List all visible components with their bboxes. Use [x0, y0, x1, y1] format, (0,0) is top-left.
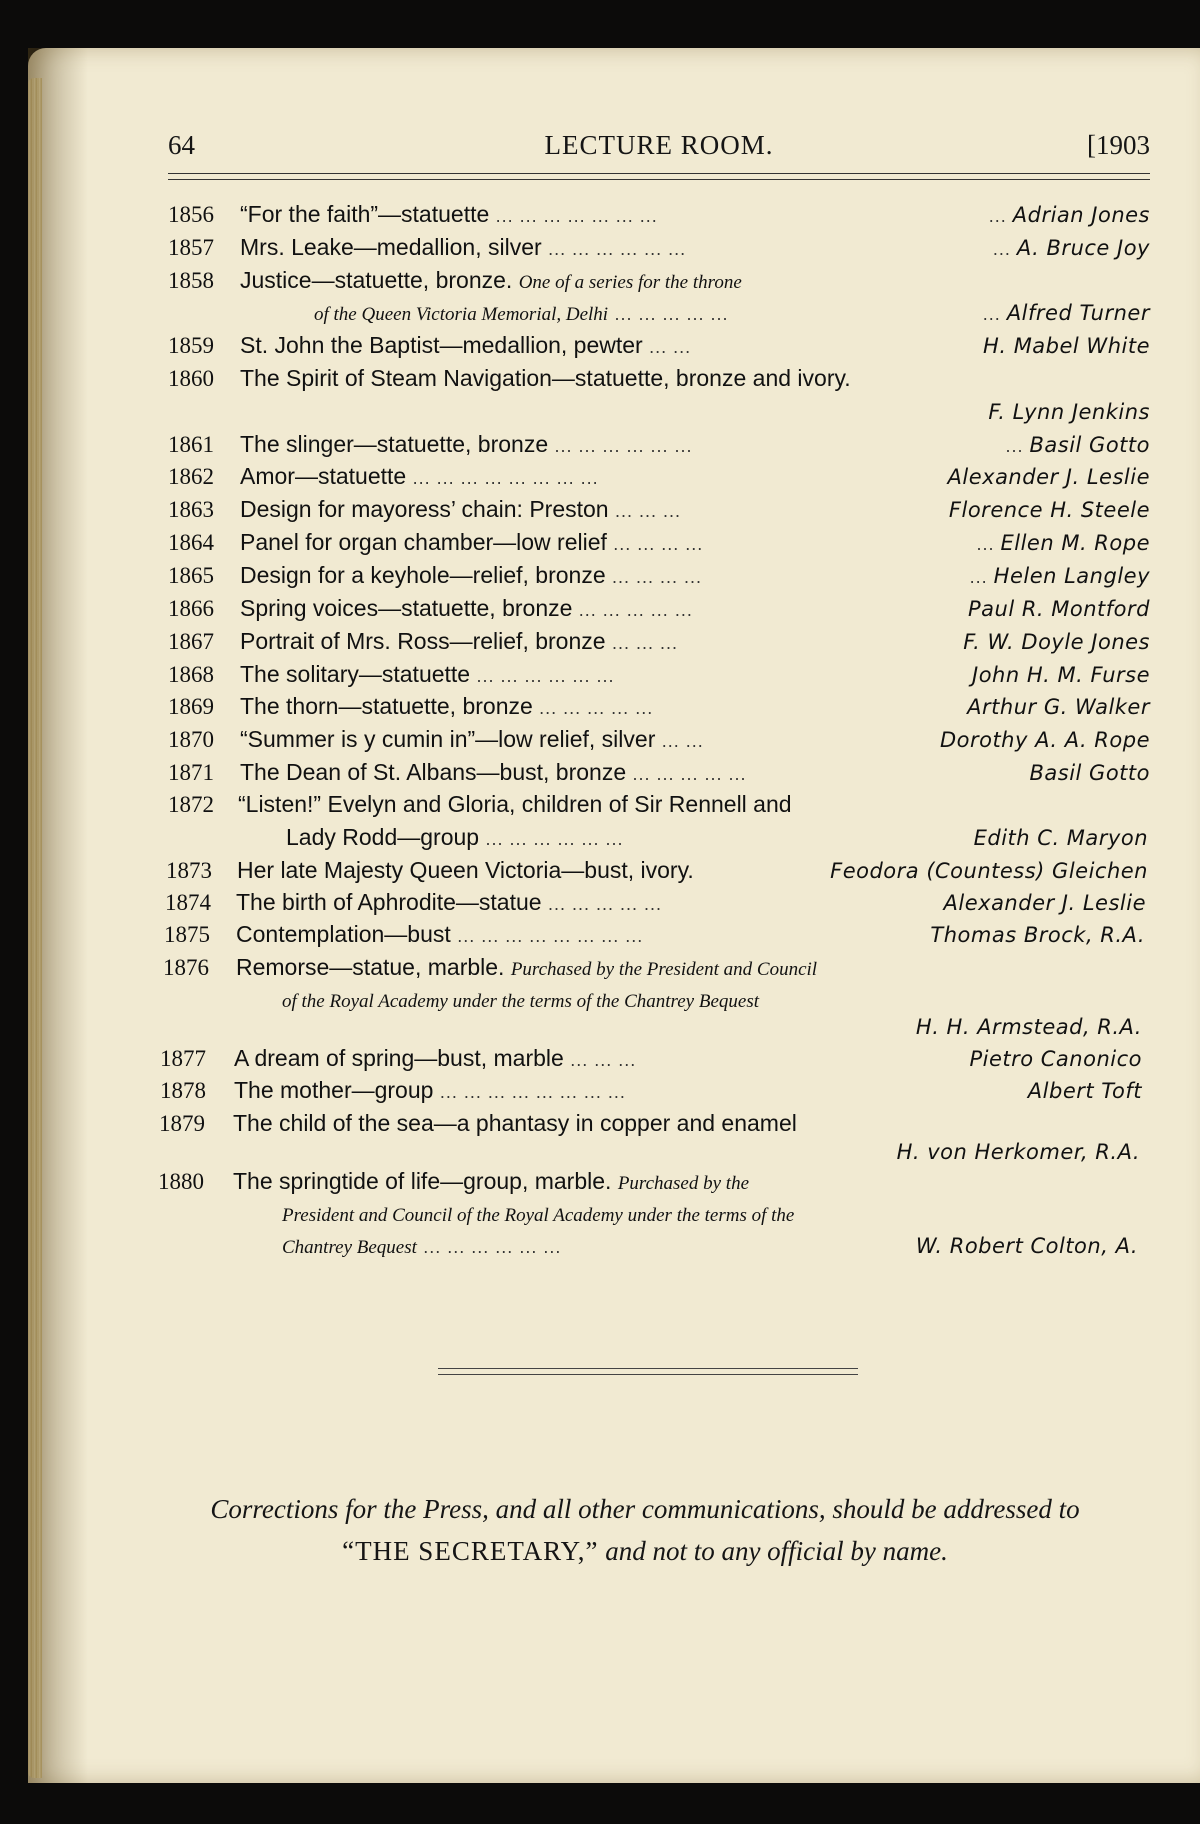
- entry-number: 1858: [168, 268, 214, 293]
- entry-artist: H. Mabel White: [983, 334, 1150, 358]
- entry-number: 1874: [165, 890, 211, 915]
- entry-title: “Listen!” Evelyn and Gloria, children of Sir Rennell and: [238, 791, 792, 817]
- entry-title: The thorn—statuette, bronze ... ... ... ... ...: [240, 693, 654, 719]
- entry-title: The springtide of life—group, marble. Purchased by the: [233, 1168, 750, 1194]
- entry-title-continued: Lady Rodd—group ... ... ... ... ... ...: [286, 824, 624, 850]
- entry-artist: ... Basil Gotto: [1005, 433, 1150, 457]
- entry-title: A dream of spring—bust, marble ... ... ...: [234, 1045, 637, 1071]
- entry-title: St. John the Baptist—medallion, pewter ... ...: [240, 332, 692, 358]
- entry-artist: Alexander J. Leslie: [943, 891, 1146, 915]
- entry-number: 1856: [168, 202, 214, 227]
- entry-artist: Feodora (Countess) Gleichen: [830, 859, 1148, 883]
- entry-number: 1863: [168, 497, 214, 522]
- entry-number: 1872: [168, 792, 214, 817]
- entry-number: 1857: [168, 235, 214, 260]
- entry-artist: ... A. Bruce Joy: [992, 236, 1150, 260]
- entry-number: 1869: [168, 694, 214, 719]
- entry-number: 1880: [158, 1169, 204, 1194]
- entry-artist: Thomas Brock, R.A.: [930, 923, 1145, 947]
- entry-artist: ... Alfred Turner: [982, 301, 1150, 325]
- entry-title: Contemplation—bust ... ... ... ... ... ... ... ...: [236, 921, 644, 947]
- entry-number: 1868: [168, 662, 214, 687]
- entry-number: 1877: [160, 1046, 206, 1071]
- entry-artist: John H. M. Furse: [972, 663, 1150, 687]
- entry-number: 1875: [164, 922, 210, 947]
- entry-artist: Alexander J. Leslie: [947, 465, 1150, 489]
- entry-title: Spring voices—statuette, bronze ... ... ... ... ...: [240, 595, 693, 621]
- entry-artist: Basil Gotto: [1029, 761, 1150, 785]
- entry-note: of the Queen Victoria Memorial, Delhi ... ... ... ... ...: [314, 304, 729, 325]
- entry-title: The child of the sea—a phantasy in copper and enamel: [233, 1110, 797, 1136]
- entry-number: 1864: [168, 530, 214, 555]
- entry-title: Remorse—statue, marble. Purchased by the President and Council: [236, 954, 818, 980]
- entry-title: Portrait of Mrs. Ross—relief, bronze ... ... ...: [240, 628, 678, 654]
- entry-note: President and Council of the Royal Academy under the terms of the: [282, 1205, 795, 1226]
- page-number: 64: [168, 130, 195, 160]
- entry-artist: Arthur G. Walker: [967, 695, 1150, 719]
- entry-artist: Paul R. Montford: [967, 597, 1150, 621]
- entry-artist: Albert Toft: [1027, 1079, 1142, 1103]
- entry-number: 1866: [168, 596, 214, 621]
- entry-artist: ... Helen Langley: [969, 564, 1150, 588]
- entry-number: 1865: [168, 563, 214, 588]
- entry-note: of the Royal Academy under the terms of the Chantrey Bequest: [282, 991, 759, 1012]
- entry-title: The Dean of St. Albans—bust, bronze ... ... ... ... ...: [240, 759, 747, 785]
- entry-title: The slinger—statuette, bronze ... ... ... ... ... ...: [240, 431, 693, 457]
- entry-title: Design for a keyhole—relief, bronze ... ... ... ...: [240, 562, 703, 588]
- entry-number: 1867: [168, 629, 214, 654]
- entry-title: Panel for organ chamber—low relief ... ... ... ...: [240, 529, 704, 555]
- entry-title: “Summer is y cumin in”—low relief, silver ... ...: [240, 726, 704, 752]
- entry-title: The birth of Aphrodite—statue ... ... ... ... ...: [236, 889, 662, 915]
- entry-number: 1879: [159, 1111, 205, 1136]
- entry-number: 1873: [166, 858, 212, 883]
- entry-title: Amor—statuette ... ... ... ... ... ... ... ...: [240, 463, 599, 489]
- entry-artist: Florence H. Steele: [948, 498, 1150, 522]
- section-end-rule: [438, 1368, 858, 1375]
- footer-notice-line-2: “THE SECRETARY,” and not to any official by name.: [342, 1536, 948, 1566]
- entry-artist: ... Ellen M. Rope: [976, 531, 1150, 555]
- entry-title: The Spirit of Steam Navigation—statuette, bronze and ivory.: [240, 365, 851, 391]
- entry-number: 1871: [168, 760, 214, 785]
- entry-artist: F. W. Doyle Jones: [963, 630, 1150, 654]
- footer-notice-line-1: Corrections for the Press, and all other communications, should be addressed to: [210, 1494, 1080, 1524]
- entry-number: 1878: [160, 1078, 206, 1103]
- entry-number: 1870: [168, 727, 214, 752]
- entry-artist: ... Adrian Jones: [988, 203, 1150, 227]
- page-year: [1903: [1087, 130, 1150, 160]
- entry-title: Mrs. Leake—medallion, silver ... ... ... ... ... ...: [240, 234, 687, 260]
- entry-title: “For the faith”—statuette ... ... ... ... ... ... ...: [240, 201, 658, 227]
- entry-number: 1861: [168, 432, 214, 457]
- entry-artist: Edith C. Maryon: [973, 826, 1148, 850]
- entry-title: Her late Majesty Queen Victoria—bust, ivory.: [237, 857, 694, 883]
- entry-title: The solitary—statuette ... ... ... ... ... ...: [240, 661, 615, 687]
- page-title: LECTURE ROOM.: [544, 130, 774, 160]
- entry-artist: W. Robert Colton, A.: [915, 1234, 1138, 1258]
- entry-number: 1859: [168, 333, 214, 358]
- entry-title: Justice—statuette, bronze. One of a series for the throne: [240, 267, 742, 293]
- entry-artist: H. H. Armstead, R.A.: [915, 1015, 1142, 1039]
- entry-note: Chantrey Bequest ... ... ... ... ... ...: [282, 1237, 562, 1258]
- entry-artist: H. von Herkomer, R.A.: [896, 1140, 1140, 1164]
- entry-title: Design for mayoress’ chain: Preston ... ... ...: [240, 496, 681, 522]
- entry-artist: Pietro Canonico: [969, 1047, 1142, 1071]
- entry-number: 1860: [168, 366, 214, 391]
- entry-number: 1876: [163, 955, 209, 980]
- entry-title: The mother—group ... ... ... ... ... ... ... ...: [234, 1077, 626, 1103]
- entry-artist: Dorothy A. A. Rope: [939, 728, 1150, 752]
- entry-number: 1862: [168, 464, 214, 489]
- entry-artist: F. Lynn Jenkins: [988, 400, 1150, 424]
